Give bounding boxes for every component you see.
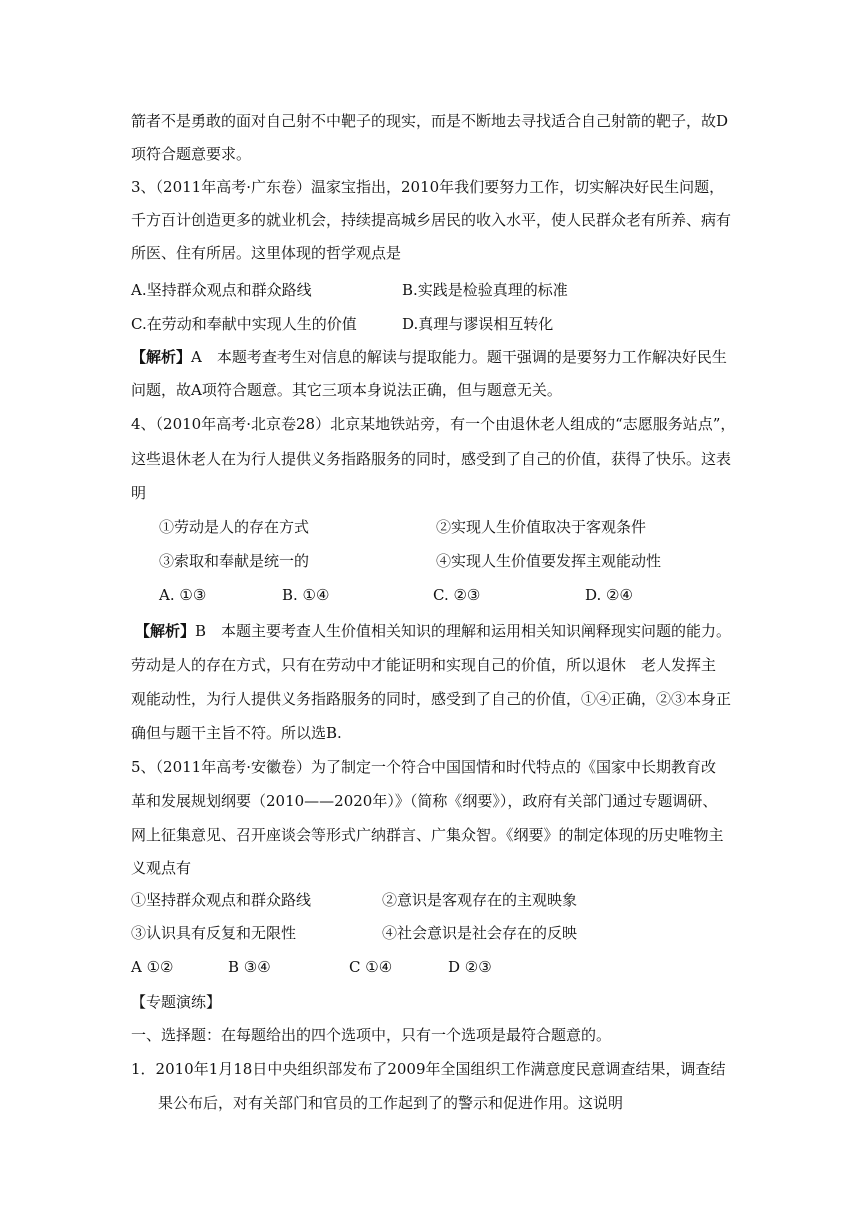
- question-4-stem: 4、（2010年高考·北京卷28）北京某地铁站旁，有一个由退休老人组成的“志愿服务站点”，: [131, 415, 736, 433]
- analysis-tag: 【解析】: [135, 622, 196, 640]
- question-5-stem: 5、（2011年高考·安徽卷）为了制定一个符合中国国情和时代特点的《国家中长期教育改: [131, 758, 716, 776]
- option-a: A. ①③: [159, 586, 207, 604]
- statement-3: ③认识具有反复和无限性: [131, 924, 297, 942]
- option-c: C. ②③: [433, 586, 481, 604]
- text-line: 义观点有: [131, 859, 192, 877]
- option-c: C.在劳动和奉献中实现人生的价值: [131, 315, 357, 333]
- text-line: 观能动性，为行人提供义务指路服务的同时，感受到了自己的价值，①④正确，②③本身正: [131, 690, 732, 708]
- text-line: 劳动是人的存在方式，只有在劳动中才能证明和实现自己的价值，所以退休 老人发挥主: [131, 656, 717, 674]
- text-line: 确但与题干主旨不符。所以选B.: [131, 724, 342, 742]
- statement-1: ①劳动是人的存在方式: [159, 518, 310, 536]
- text-line: 千方百计创造更多的就业机会，持续提高城乡居民的收入水平，使人民群众老有所养、病有: [131, 211, 732, 229]
- text-line: 箭者不是勇敢的面对自己射不中靶子的现实，而是不断地去寻找适合自己射箭的靶子，故D: [131, 112, 729, 130]
- statement-3: ③索取和奉献是统一的: [159, 552, 310, 570]
- text-line: 这些退休老人在为行人提供义务指路服务的同时，感受到了自己的价值，获得了快乐。这表: [131, 450, 732, 468]
- text-line: 明: [131, 484, 147, 502]
- analysis-4: [135, 621, 731, 641]
- statement-4: ④社会意识是社会存在的反映: [382, 924, 578, 942]
- statement-2: ②实现人生价值取决于客观条件: [436, 518, 647, 536]
- section-heading: 【专题演练】: [131, 993, 222, 1011]
- statement-4: ④实现人生价值要发挥主观能动性: [436, 552, 662, 570]
- statement-1: ①坚持群众观点和群众路线: [131, 891, 312, 909]
- option-d: D. ②④: [585, 586, 633, 604]
- option-a: A.坚持群众观点和群众路线: [131, 281, 312, 299]
- analysis-tag: 【解析】: [131, 348, 192, 366]
- option-b: B ③④: [228, 958, 271, 976]
- option-d: D ②③: [448, 958, 492, 976]
- option-b: B.实践是检验真理的标准: [402, 281, 568, 299]
- text-line: 所医、住有所居。这里体现的哲学观点是: [131, 244, 402, 262]
- text-line: 革和发展规划纲要（2010——2020年）》（简称《纲要》），政府有关部门通过专题调研、: [131, 792, 718, 810]
- analysis-text: A 本题考查考生对信息的解读与提取能力。题干强调的是要努力工作解决好民生: [191, 348, 727, 366]
- statement-2: ②意识是客观存在的主观映象: [382, 891, 578, 909]
- option-b: B. ①④: [282, 586, 330, 604]
- option-d: D.真理与谬误相互转化: [402, 315, 554, 333]
- text-line: 果公布后，对有关部门和官员的工作起到了的警示和促进作用。这说明: [158, 1094, 624, 1112]
- question-3-stem: 3、（2011年高考·广东卷）温家宝指出，2010年我们要努力工作，切实解决好民生问题，: [131, 178, 725, 196]
- option-a: A ①②: [131, 958, 174, 976]
- option-c: C ①④: [349, 958, 393, 976]
- analysis-3: [131, 347, 727, 367]
- text-line: 网上征集意见、召开座谈会等形式广纳群言、广集众智。《纲要》的制定体现的历史唯物主: [131, 826, 724, 844]
- analysis-text: B 本题主要考查人生价值相关知识的理解和运用相关知识阐释现实问题的能力。: [195, 622, 732, 640]
- practice-question-1: 1．2010年1月18日中央组织部发布了2009年全国组织工作满意度民意调查结果，调查结: [131, 1060, 726, 1078]
- text-line: 问题，故A项符合题意。其它三项本身说法正确，但与题意无关。: [131, 381, 562, 399]
- section-instruction: 一、选择题：在每题给出的四个选项中，只有一个选项是最符合题意的。: [131, 1026, 612, 1044]
- text-line: 项符合题意要求。: [131, 145, 252, 163]
